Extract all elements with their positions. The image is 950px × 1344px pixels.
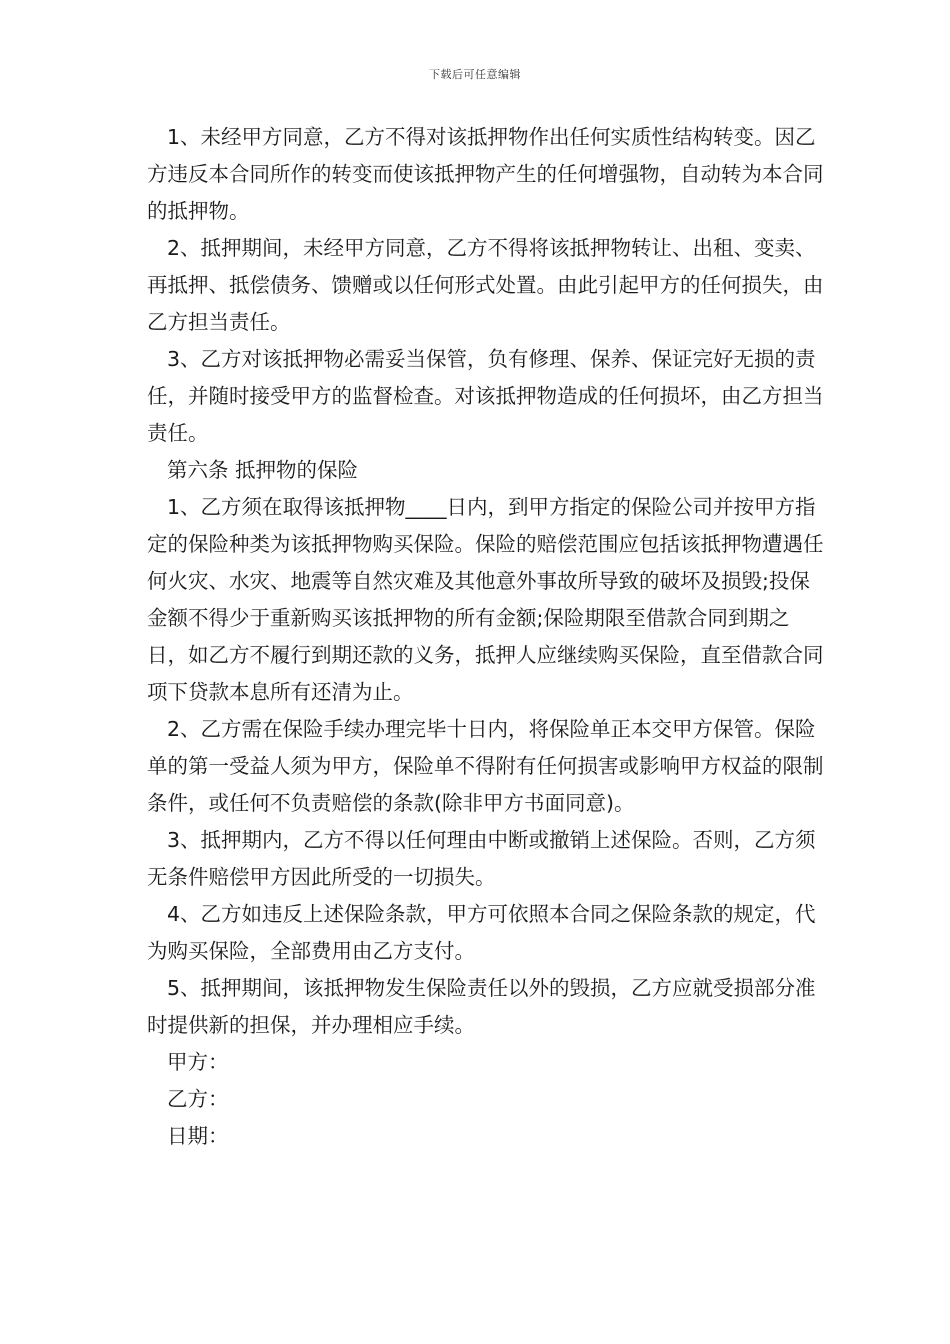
clause-paragraph-1: 1、未经甲方同意，乙方不得对该抵押物作出任何实质性结构转变。因乙方违反本合同所作的转变而使该抵押物产生的任何增强物，自动转为本合同的抵押物。 — [147, 125, 824, 223]
clause-paragraph-2: 2、抵押期间，未经甲方同意，乙方不得将该抵押物转让、出租、变卖、再抵押、抵偿债务、馈赠或以任何形式处置。由此引起甲方的任何损失，由乙方担当责任。 — [147, 236, 824, 334]
insurance-paragraph-5: 5、抵押期间，该抵押物发生保险责任以外的毁损，乙方应就受损部分准时提供新的担保，并办理相应手续。 — [147, 976, 816, 1037]
party-b-signature-line: 乙方： — [167, 1087, 229, 1111]
date-line: 日期： — [167, 1124, 229, 1148]
clause-paragraph-3: 3、乙方对该抵押物必需妥当保管，负有修理、保养、保证完好无损的责任，并随时接受甲方的监督检查。对该抵押物造成的任何损坏，由乙方担当责任。 — [147, 347, 824, 445]
section-heading: 第六条 抵押物的保险 — [167, 458, 359, 482]
insurance-paragraph-4: 4、乙方如违反上述保险条款，甲方可依照本合同之保险条款的规定，代为购买保险，全部费用由乙方支付。 — [147, 902, 816, 963]
insurance-paragraph-2: 2、乙方需在保险手续办理完毕十日内，将保险单正本交甲方保管。保险单的第一受益人须为甲方，保险单不得附有任何损害或影响甲方权益的限制条件，或任何不负责赔偿的条款(除非甲方书面同意)。 — [147, 717, 824, 815]
header-note: 下载后可任意编辑 — [429, 68, 521, 81]
party-a-signature-line: 甲方： — [167, 1050, 229, 1074]
insurance-paragraph-1: 1、乙方须在取得该抵押物____日内，到甲方指定的保险公司并按甲方指定的保险种类为该抵押物购买保险。保险的赔偿范围应包括该抵押物遭遇任何火灾、水灾、地震等自然灾难及其他意外事故所导致的破坏及损毁;投保金额不得少于重新购买该抵押物的所有金额;保险期限至借款合同到期之日，如乙方不履行到期还款的义务，抵押人应继续购买保险，直至借款合同项下贷款本息所有还清为止。 — [147, 495, 824, 704]
document-body — [147, 119, 827, 1155]
insurance-paragraph-3: 3、抵押期内，乙方不得以任何理由中断或撤销上述保险。否则，乙方须无条件赔偿甲方因此所受的一切损失。 — [147, 828, 816, 889]
